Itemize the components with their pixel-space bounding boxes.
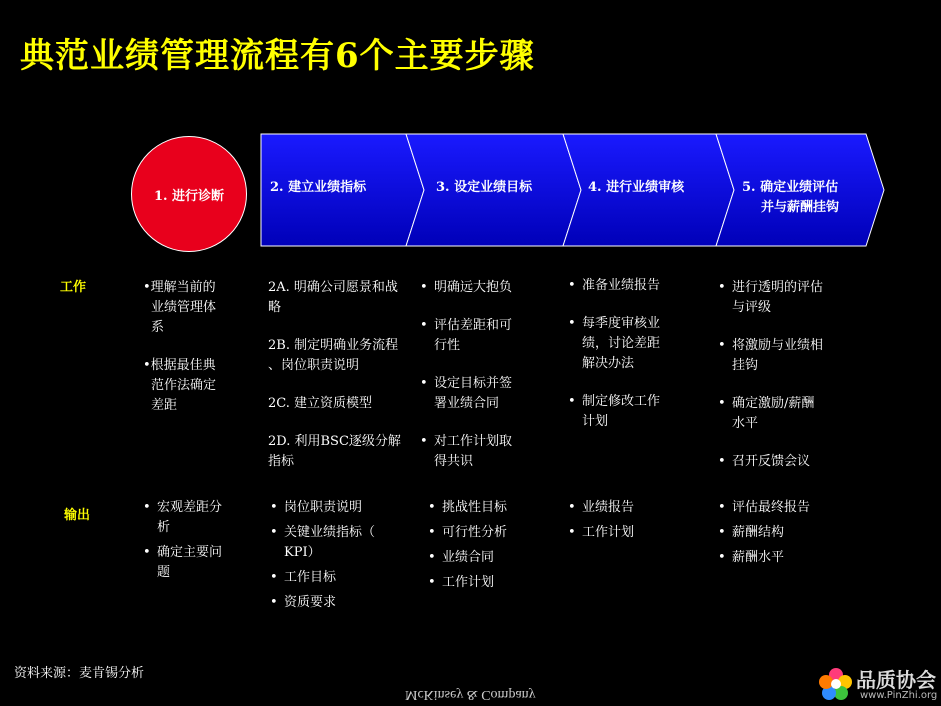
bullet-icon: • xyxy=(718,454,726,469)
work-text: 水平 xyxy=(732,416,759,431)
work-text: •理解当前的 xyxy=(143,280,216,295)
bullet-icon: • xyxy=(428,550,436,565)
step-5-label-2: 并与薪酬挂钩 xyxy=(761,200,840,215)
output-col-3 xyxy=(428,498,558,598)
bullet-icon: • xyxy=(568,525,576,540)
bullet-icon: • xyxy=(270,595,278,610)
work-text: 、岗位职责说明 xyxy=(268,358,360,373)
bullet-icon: • xyxy=(270,570,278,585)
bullet-icon: • xyxy=(568,394,576,409)
work-col-5 xyxy=(718,278,858,490)
work-text: 2A. 明确公司愿景和战 xyxy=(268,280,398,295)
process-chevrons xyxy=(258,132,888,252)
output-text: 挑战性目标 xyxy=(442,500,508,515)
work-text: •根据最佳典 xyxy=(143,358,216,373)
bullet-icon: • xyxy=(143,545,151,560)
step-2-label: 2. 建立业绩指标 xyxy=(270,180,367,195)
work-text: 指标 xyxy=(268,454,295,469)
work-col-2 xyxy=(268,278,438,490)
work-text: 与评级 xyxy=(732,300,772,315)
output-col-2 xyxy=(270,498,420,618)
work-text: 解决办法 xyxy=(582,356,635,371)
bullet-icon: • xyxy=(718,525,726,540)
output-text: 析 xyxy=(157,520,171,535)
bullet-icon: • xyxy=(270,525,278,540)
output-text: 业绩合同 xyxy=(442,550,495,565)
work-text: 业绩管理体 xyxy=(151,300,217,315)
work-col-1 xyxy=(143,278,253,434)
step-5-label: 5. 确定业绩评估 xyxy=(742,180,839,195)
output-text: 业绩报告 xyxy=(582,500,635,515)
flower-logo-icon xyxy=(816,664,856,704)
pinzhi-logo xyxy=(816,664,940,704)
bullet-icon: • xyxy=(143,500,151,515)
bullet-icon: • xyxy=(420,434,428,449)
work-text: 行性 xyxy=(434,338,461,353)
mckinsey-watermark: McKinsey & Company xyxy=(405,687,536,702)
work-text: 挂钩 xyxy=(732,358,759,373)
bullet-icon: • xyxy=(428,500,436,515)
work-text: 范作法确定 xyxy=(151,378,217,393)
output-text: 工作目标 xyxy=(284,570,337,585)
work-col-4 xyxy=(568,276,688,450)
output-text: 工作计划 xyxy=(442,575,495,590)
work-text: 评估差距和可 xyxy=(434,318,513,333)
output-text: KPI） xyxy=(284,545,321,560)
output-text: 关键业绩指标（ xyxy=(284,525,376,540)
bullet-icon: • xyxy=(420,280,428,295)
work-text: 设定目标并签 xyxy=(434,376,513,391)
work-text: 2B. 制定明确业务流程 xyxy=(268,338,399,353)
work-text: 绩，讨论差距 xyxy=(582,336,661,351)
output-col-1 xyxy=(143,498,253,588)
output-text: 岗位职责说明 xyxy=(284,500,363,515)
output-text: 工作计划 xyxy=(582,525,635,540)
bullet-icon: • xyxy=(718,280,726,295)
output-text: 薪酬水平 xyxy=(732,550,785,565)
bullet-icon: • xyxy=(568,278,576,293)
work-text: 2C. 建立资质模型 xyxy=(268,396,373,411)
output-col-5 xyxy=(718,498,858,573)
row-label-work: 工作 xyxy=(60,280,87,295)
bullet-icon: • xyxy=(718,396,726,411)
output-text: 确定主要问 xyxy=(157,545,223,560)
logo-url: www.PinZhi.org xyxy=(860,690,938,701)
logo-text: 品质协会 xyxy=(856,668,936,692)
work-text: 明确远大抱负 xyxy=(434,280,513,295)
step-1-label: 1. 进行诊断 xyxy=(153,188,225,204)
output-text: 薪酬结构 xyxy=(732,525,785,540)
output-text: 评估最终报告 xyxy=(732,500,811,515)
output-text: 题 xyxy=(157,565,171,580)
work-text: 差距 xyxy=(151,398,178,413)
work-text: 进行透明的评估 xyxy=(732,280,824,295)
work-text: 准备业绩报告 xyxy=(582,278,661,293)
work-text: 制定修改工作 xyxy=(582,394,661,409)
output-text: 宏观差距分 xyxy=(157,500,223,515)
bullet-icon: • xyxy=(718,338,726,353)
work-text: 每季度审核业 xyxy=(582,316,661,331)
bullet-icon: • xyxy=(420,318,428,333)
bullet-icon: • xyxy=(428,575,436,590)
bullet-icon: • xyxy=(568,316,576,331)
work-text: 略 xyxy=(268,300,282,315)
output-text: 资质要求 xyxy=(284,595,337,610)
row-label-output: 输出 xyxy=(64,508,91,523)
output-col-4 xyxy=(568,498,688,548)
source-note: 资料来源：麦肯锡分析 xyxy=(14,666,145,681)
work-text: 得共识 xyxy=(434,454,474,469)
work-col-3 xyxy=(420,278,550,490)
work-text: 将激励与业绩相 xyxy=(732,338,824,353)
bullet-icon: • xyxy=(718,500,726,515)
step-1-circle xyxy=(131,136,247,252)
step-3-label: 3. 设定业绩目标 xyxy=(436,180,533,195)
bullet-icon: • xyxy=(568,500,576,515)
work-text: 召开反馈会议 xyxy=(732,454,811,469)
bullet-icon: • xyxy=(270,500,278,515)
work-text: 对工作计划取 xyxy=(434,434,513,449)
output-text: 可行性分析 xyxy=(442,525,508,540)
step-4-label: 4. 进行业绩审核 xyxy=(588,180,685,195)
work-text: 2D. 利用BSC逐级分解 xyxy=(268,434,401,449)
work-text: 系 xyxy=(151,320,165,335)
work-text: 计划 xyxy=(582,414,609,429)
page-title: 典范业绩管理流程有6个主要步骤 xyxy=(20,36,535,76)
bullet-icon: • xyxy=(718,550,726,565)
bullet-icon: • xyxy=(428,525,436,540)
work-text: 确定激励/薪酬 xyxy=(732,396,815,411)
bullet-icon: • xyxy=(420,376,428,391)
work-text: 署业绩合同 xyxy=(434,396,500,411)
